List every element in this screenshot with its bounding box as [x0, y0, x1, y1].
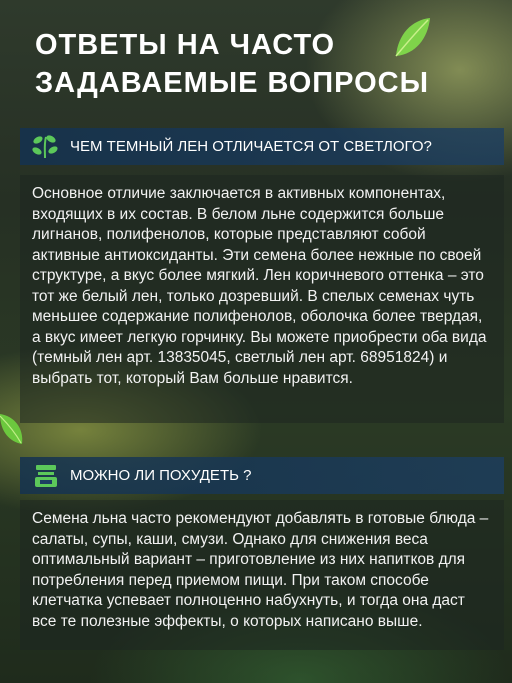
question-text: МОЖНО ЛИ ПОХУДЕТЬ ?	[70, 467, 252, 484]
scale-icon	[32, 463, 60, 489]
sprout-icon	[32, 134, 60, 160]
question-text: ЧЕМ ТЕМНЫЙ ЛЕН ОТЛИЧАЕТСЯ ОТ СВЕТЛОГО?	[70, 138, 432, 155]
leaf-icon	[392, 16, 432, 60]
answer-text: Основное отличие заключается в активных компонентах, входящих в их состав. В белом льне содержится больше лигнанов, полифенолов, которые представляют собой активные антиоксиданты. Эти семена более нежные по своей структуре, а вкус более мягкий. Лен коричневого оттенка – это тот же белый лен, только дозревший. В спелых семенах чуть меньшее содержание полифенолов, оболочка более твердая, а вкус имеет легкую горчинку. Вы можете приобрести оба вида (темный лен арт. 13835045, светлый лен арт. 68951824) и выбрать тот, который Вам больше нравится.	[20, 175, 504, 423]
page-title-line-2: ЗАДАВАЕМЫЕ ВОПРОСЫ	[35, 67, 429, 99]
page-title-line-1: ОТВЕТЫ НА ЧАСТО	[35, 29, 336, 61]
question-bar	[20, 128, 504, 165]
answer-text: Семена льна часто рекомендуют добавлять в готовые блюда – салаты, супы, каши, смузи. Однако для снижения веса оптимальный вариант – приготовление из них напитков для потребления перед приемом пищи. При таком способе клетчатка успевает полноценно набухнуть, и тогда она даст все те полезные эффекты, о которых написано выше.	[20, 500, 504, 650]
question-bar	[20, 457, 504, 494]
